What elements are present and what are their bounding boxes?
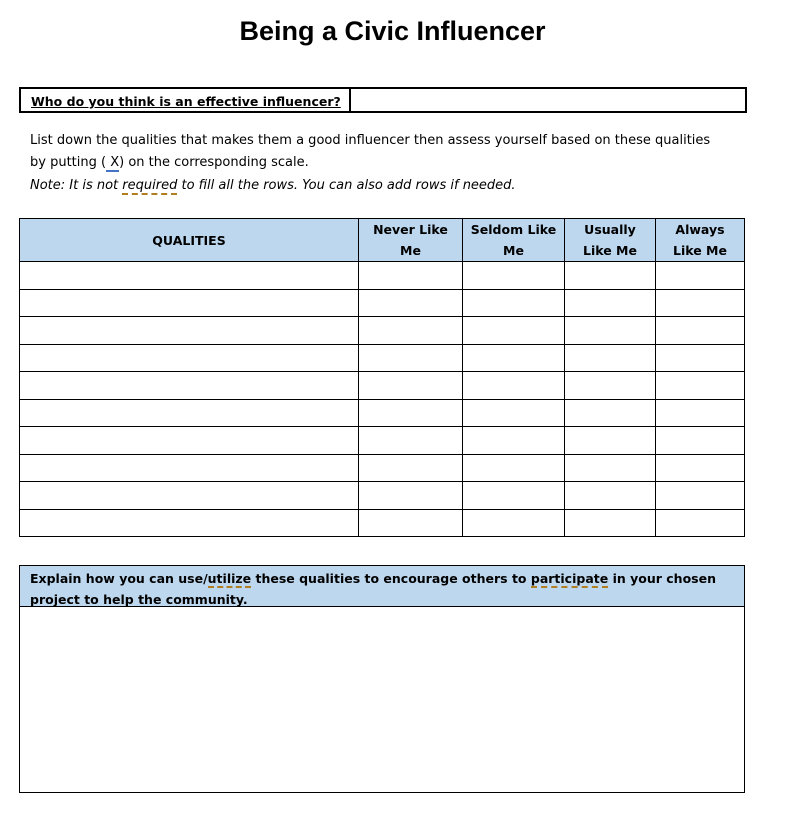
scale-cell[interactable] (463, 482, 565, 510)
scale-cell[interactable] (656, 317, 745, 345)
quality-cell[interactable] (20, 482, 359, 510)
scale-cell[interactable] (463, 454, 565, 482)
quality-cell[interactable] (20, 454, 359, 482)
scale-cell[interactable] (463, 372, 565, 400)
scale-cell[interactable] (656, 454, 745, 482)
column-header: Never Like Me (359, 219, 463, 262)
scale-cell[interactable] (656, 399, 745, 427)
table-row (20, 372, 745, 400)
quality-cell[interactable] (20, 372, 359, 400)
explain-answer-field[interactable] (20, 607, 744, 791)
scale-cell[interactable] (656, 344, 745, 372)
table-row (20, 427, 745, 455)
table-row (20, 262, 745, 290)
scale-cell[interactable] (565, 262, 656, 290)
scale-cell[interactable] (359, 372, 463, 400)
instruction-line: List down the qualities that makes them a good influencer then assess yourself based on these qualities (30, 133, 711, 148)
scale-cell[interactable] (359, 399, 463, 427)
question-row (19, 87, 747, 113)
scale-cell[interactable] (463, 399, 565, 427)
scale-cell[interactable] (463, 262, 565, 290)
scale-cell[interactable] (565, 427, 656, 455)
table-row (20, 509, 745, 537)
explain-prompt: Explain how you can use/utilize these qualities to encourage others to participate in your chosen project to help the community. (20, 566, 744, 607)
table-row (20, 399, 745, 427)
quality-cell[interactable] (20, 317, 359, 345)
scale-cell[interactable] (463, 509, 565, 537)
scale-cell[interactable] (463, 344, 565, 372)
scale-cell[interactable] (656, 427, 745, 455)
quality-cell[interactable] (20, 344, 359, 372)
scale-cell[interactable] (359, 454, 463, 482)
scale-cell[interactable] (565, 372, 656, 400)
question-answer-field[interactable] (351, 89, 745, 111)
scale-cell[interactable] (359, 289, 463, 317)
scale-cell[interactable] (565, 289, 656, 317)
quality-cell[interactable] (20, 289, 359, 317)
scale-cell[interactable] (359, 344, 463, 372)
explain-box (19, 565, 745, 793)
scale-cell[interactable] (463, 317, 565, 345)
scale-cell[interactable] (656, 372, 745, 400)
column-header: Always Like Me (656, 219, 745, 262)
quality-cell[interactable] (20, 509, 359, 537)
page-title: Being a Civic Influencer (239, 16, 546, 46)
scale-cell[interactable] (359, 482, 463, 510)
note: Note: It is not required to fill all the rows. You can also add rows if needed. (30, 178, 516, 193)
scale-cell[interactable] (565, 317, 656, 345)
scale-cell[interactable] (359, 317, 463, 345)
scale-cell[interactable] (656, 262, 745, 290)
quality-cell[interactable] (20, 399, 359, 427)
table-row (20, 454, 745, 482)
scale-cell[interactable] (656, 509, 745, 537)
scale-cell[interactable] (565, 482, 656, 510)
table-row (20, 482, 745, 510)
table-row (20, 317, 745, 345)
scale-cell[interactable] (359, 427, 463, 455)
table-row (20, 344, 745, 372)
scale-cell[interactable] (463, 289, 565, 317)
column-header: QUALITIES (20, 219, 359, 262)
instruction-line-2: by putting ( X) on the corresponding scale. (30, 155, 309, 170)
question-label: Who do you think is an effective influencer? (21, 89, 351, 111)
table-row (20, 289, 745, 317)
scale-cell[interactable] (565, 344, 656, 372)
scale-cell[interactable] (565, 399, 656, 427)
scale-cell[interactable] (565, 454, 656, 482)
quality-cell[interactable] (20, 262, 359, 290)
scale-cell[interactable] (463, 427, 565, 455)
scale-cell[interactable] (656, 289, 745, 317)
column-header: Seldom Like Me (463, 219, 565, 262)
qualities-table (19, 218, 745, 537)
quality-cell[interactable] (20, 427, 359, 455)
scale-cell[interactable] (359, 509, 463, 537)
scale-cell[interactable] (565, 509, 656, 537)
scale-cell[interactable] (359, 262, 463, 290)
scale-cell[interactable] (656, 482, 745, 510)
column-header: Usually Like Me (565, 219, 656, 262)
